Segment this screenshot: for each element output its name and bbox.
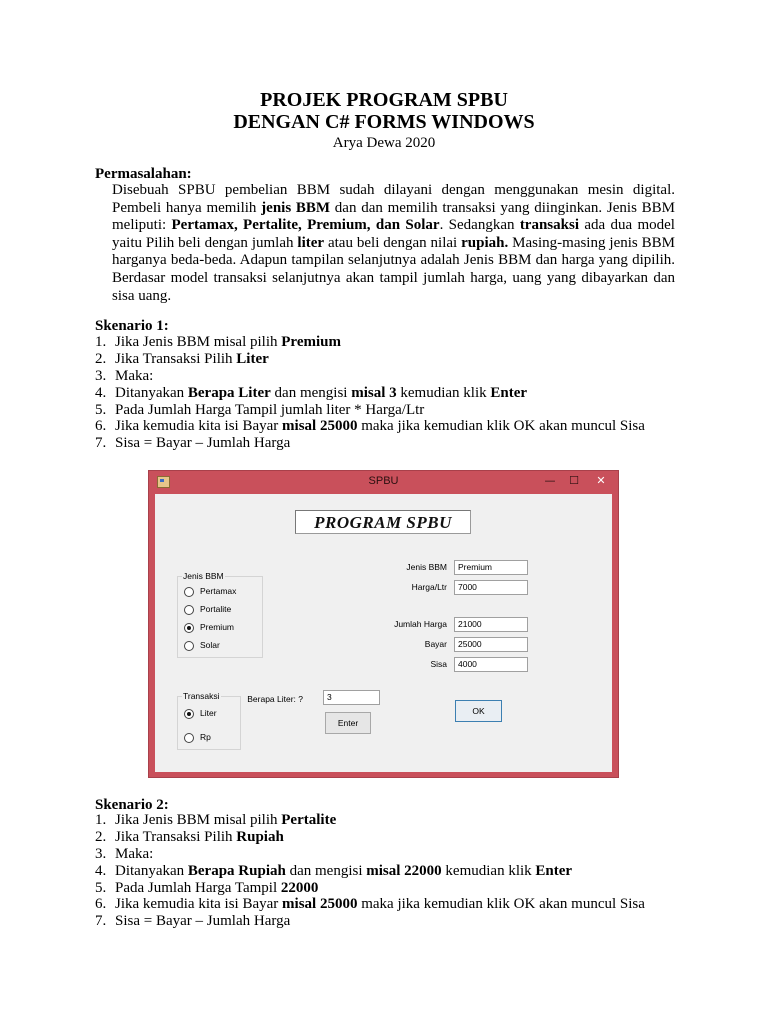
list-item	[95, 435, 715, 452]
text-segment: dan dan memilih transaksi yang diinginkan. Jenis BBM meliputi:	[112, 199, 675, 234]
bold-text: Pertamax, Pertalite, Premium, dan Solar	[171, 217, 440, 234]
bold-text: misal 3	[351, 384, 397, 401]
text-segment: kemudian klik	[441, 862, 536, 879]
list-item	[95, 418, 715, 435]
bold-text: liter	[297, 234, 325, 251]
bold-text: 22000	[280, 879, 319, 896]
jenis-bbm-group	[177, 571, 263, 658]
radio-label: Liter	[200, 708, 217, 718]
bold-text: Liter	[236, 350, 269, 367]
list-number: 2.	[95, 350, 107, 367]
radio-label: Portalite	[200, 604, 232, 614]
text-segment: Jika kemudia kita isi Bayar	[115, 896, 283, 913]
list-item	[95, 829, 715, 846]
scenario-2-heading: Skenario 2:	[95, 797, 169, 813]
radio-pertalite[interactable]	[184, 603, 231, 615]
jenis-bbm-label: Jenis BBM	[406, 562, 447, 572]
program-banner: PROGRAM SPBU	[295, 510, 471, 534]
radio-pertamax[interactable]	[184, 585, 236, 597]
text-segment: Sisa = Bayar – Jumlah Harga	[115, 913, 291, 930]
list-number: 6.	[95, 896, 107, 913]
window-title: SPBU	[368, 475, 399, 487]
radio-premium[interactable]	[184, 621, 234, 633]
text-segment: Maka:	[115, 367, 154, 384]
list-item	[95, 368, 715, 385]
text-segment: Pada Jumlah Harga Tampil jumlah liter * Harga/Ltr	[115, 401, 425, 418]
list-number: 3.	[95, 845, 107, 862]
harga-ltr-textbox[interactable]: 7000	[454, 580, 528, 595]
list-number: 7.	[95, 913, 107, 930]
text-segment: atau beli dengan nilai	[324, 234, 462, 251]
bold-text: misal 25000	[282, 418, 358, 435]
text-segment: maka jika kemudian klik OK akan muncul Sisa	[357, 896, 645, 913]
radio-indicator[interactable]	[184, 641, 194, 651]
minimize-button[interactable]: —	[544, 474, 556, 487]
text-segment: Ditanyakan	[115, 862, 188, 879]
radio-rp[interactable]	[184, 731, 211, 743]
form-client-area	[155, 494, 612, 772]
bold-text: rupiah.	[461, 234, 509, 251]
bold-text: Premium	[281, 334, 341, 350]
text-segment: Disebuah SPBU pembelian BBM sudah dilayani dengan menggunakan mesin digital. Pembeli hanya memilih	[112, 182, 675, 216]
bold-text: Pertalite	[281, 812, 337, 828]
bold-text: misal 25000	[282, 896, 358, 913]
list-number: 1.	[95, 812, 107, 828]
sisa-textbox[interactable]: 4000	[454, 657, 528, 672]
list-number: 6.	[95, 418, 107, 435]
jumlah-harga-label: Jumlah Harga	[394, 619, 447, 629]
list-item	[95, 402, 715, 419]
bold-text: Rupiah	[236, 828, 284, 845]
text-segment: Jika Transaksi Pilih	[115, 350, 237, 367]
list-number: 4.	[95, 862, 107, 879]
document-title-line-1: PROJEK PROGRAM SPBU	[260, 89, 508, 111]
problem-heading: Permasalahan:	[95, 166, 192, 182]
bold-text: Enter	[535, 862, 573, 879]
list-item	[95, 913, 715, 930]
bold-text: transaksi	[519, 217, 579, 234]
document-author: Arya Dewa 2020	[332, 135, 436, 151]
list-item	[95, 385, 715, 402]
bold-text: Berapa Liter	[187, 384, 271, 401]
bayar-textbox[interactable]: 25000	[454, 637, 528, 652]
radio-indicator[interactable]	[184, 587, 194, 597]
scenario-1-list	[95, 334, 715, 452]
list-item	[95, 896, 715, 913]
bold-text: jenis BBM	[261, 199, 331, 216]
jenis-bbm-legend: Jenis BBM	[183, 571, 224, 581]
list-item	[95, 863, 715, 880]
radio-label: Premium	[200, 622, 235, 632]
bayar-label: Bayar	[424, 639, 447, 649]
text-segment: Sisa = Bayar – Jumlah Harga	[115, 435, 291, 452]
document-title-line-2: DENGAN C# FORMS WINDOWS	[233, 111, 535, 133]
text-segment: Ditanyakan	[115, 384, 188, 401]
text-segment: Pada Jumlah Harga Tampil	[115, 879, 281, 896]
jenis-bbm-textbox[interactable]: Premium	[454, 560, 528, 575]
list-number: 7.	[95, 435, 107, 452]
close-button[interactable]: ✕	[596, 474, 606, 487]
list-item	[95, 351, 715, 368]
list-number: 5.	[95, 879, 107, 896]
radio-label: Pertamax	[200, 586, 237, 596]
text-segment: Jika kemudia kita isi Bayar	[115, 418, 283, 435]
text-segment: dan mengisi	[285, 862, 367, 879]
text-segment: . Sedangkan	[439, 217, 520, 234]
text-segment: Jika Jenis BBM misal pilih	[115, 812, 282, 828]
enter-button[interactable]: Enter	[325, 712, 371, 734]
list-item	[95, 812, 715, 829]
spbu-window	[148, 470, 619, 778]
ok-button[interactable]: OK	[455, 700, 502, 722]
radio-indicator[interactable]	[184, 623, 194, 633]
sisa-label: Sisa	[430, 659, 447, 669]
window-titlebar	[149, 471, 618, 493]
text-segment: Jika Jenis BBM misal pilih	[115, 334, 282, 350]
jumlah-harga-textbox[interactable]: 21000	[454, 617, 528, 632]
bold-text: misal 22000	[366, 862, 442, 879]
text-segment: Maka:	[115, 845, 154, 862]
text-segment: kemudian klik	[396, 384, 491, 401]
radio-indicator[interactable]	[184, 709, 194, 719]
radio-indicator[interactable]	[184, 605, 194, 615]
scenario-1-heading: Skenario 1:	[95, 318, 169, 334]
text-segment: Jika Transaksi Pilih	[115, 828, 237, 845]
text-segment: ada dua model yaitu Pilih beli dengan jumlah	[112, 217, 675, 251]
text-segment: maka jika kemudian klik OK akan muncul Sisa	[357, 418, 645, 435]
list-number: 2.	[95, 828, 107, 845]
list-item	[95, 846, 715, 863]
maximize-button[interactable]: ☐	[569, 474, 579, 487]
transaksi-legend: Transaksi	[183, 691, 220, 701]
radio-label: Rp	[200, 732, 211, 742]
radio-indicator[interactable]	[184, 733, 194, 743]
radio-solar[interactable]	[184, 639, 220, 651]
berapa-liter-label: Berapa Liter: ?	[247, 694, 303, 704]
problem-paragraph	[112, 182, 675, 305]
harga-ltr-label: Harga/Ltr	[411, 582, 447, 592]
scenario-2-list	[95, 812, 715, 930]
berapa-liter-textbox[interactable]: 3	[323, 690, 380, 705]
bold-text: Enter	[490, 384, 528, 401]
list-item	[95, 880, 715, 897]
list-number: 1.	[95, 334, 107, 350]
list-item	[95, 334, 715, 351]
radio-label: Solar	[200, 640, 220, 650]
bold-text: Berapa Rupiah	[187, 862, 286, 879]
list-number: 5.	[95, 401, 107, 418]
text-segment: dan mengisi	[270, 384, 352, 401]
list-number: 4.	[95, 384, 107, 401]
radio-liter[interactable]	[184, 707, 217, 719]
list-number: 3.	[95, 367, 107, 384]
text-segment: Masing-masing jenis BBM harganya beda-beda. Adapun tampilan selanjutnya adalah Jenis BBM dan harga yang dipilih. Berdasar model transaksi selanjutnya akan tampil jumlah harga, uang yang dibayarkan dan sisa uang.	[112, 234, 675, 304]
